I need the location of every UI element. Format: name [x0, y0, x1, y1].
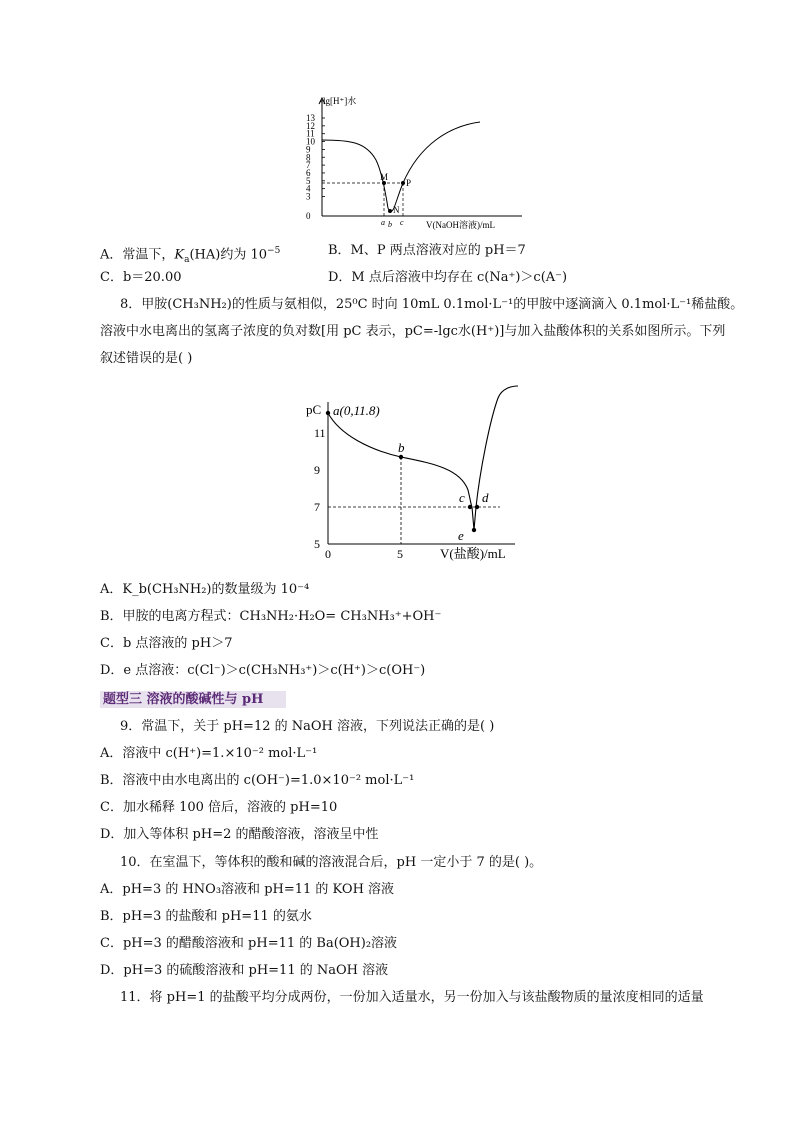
chart1-ylabel: -lg[H⁺]水	[320, 96, 357, 106]
chart1-ytick-label: 10	[306, 136, 315, 147]
chart1-ytick-label: 7	[306, 160, 311, 171]
chart1-xtick-a: a	[381, 218, 385, 227]
chart2-label-d: d	[482, 490, 489, 505]
chart2-point-e	[472, 528, 476, 532]
chart2-xlabel: V(盐酸)/mL	[440, 546, 506, 561]
chart1-ytick-label: 5	[306, 175, 311, 186]
chart1-xtick-b: b	[388, 220, 392, 229]
chart1-xlabel: V(NaOH溶液)/mL	[426, 220, 495, 230]
chart-q8	[300, 380, 550, 570]
q9-stem: 9．常温下，关于 pH=12 的 NaOH 溶液，下列说法正确的是( )	[120, 719, 495, 734]
q8-stem-line3: 叙述错误的是( )	[100, 351, 193, 366]
chart1-ytick-label: 8	[306, 152, 311, 163]
q9-option-b: B．溶液中由水电离出的 c(OH⁻)=1.0×10⁻² mol·L⁻¹	[100, 773, 415, 788]
q9-option-d: D．加入等体积 pH=2 的醋酸溶液，溶液呈中性	[100, 827, 379, 842]
chart1-ytick-label: 4	[306, 183, 311, 194]
q11-stem: 11．将 pH=1 的盐酸平均分成两份，一份加入适量水，另一份加入与该盐酸物质的量浓度相同的适量	[120, 990, 704, 1005]
chart2-ytick-label: 5	[314, 537, 320, 551]
chart2-label-a: a(0,11.8)	[333, 403, 380, 418]
q10-option-c: C．pH=3 的醋酸溶液和 pH=11 的 Ba(OH)₂溶液	[100, 936, 398, 951]
chart1-point-N	[388, 209, 392, 213]
q8-option-b: B．甲胺的电离方程式：CH₃NH₂·H₂O= CH₃NH₃⁺+OH⁻	[100, 609, 442, 624]
q7-option-a: A．常温下，$K_a(HA)$约为 $10^{-5}$	[100, 246, 281, 265]
chart2-xtick-5: 5	[397, 547, 403, 561]
chart2-y-ticks	[314, 426, 326, 551]
chart1-ytick-label: 13	[306, 113, 315, 123]
chart2-label-b: b	[398, 440, 405, 455]
chart1-ytick-label: 11	[306, 128, 315, 139]
q7-option-c: C．b＝20.00	[100, 270, 182, 285]
section-heading: 题型三 溶液的酸碱性与 pH	[103, 692, 264, 707]
chart1-curve	[322, 122, 480, 211]
chart-q7	[300, 92, 540, 232]
chart2-point-a	[326, 411, 330, 415]
chart1-label-N: N	[393, 205, 400, 215]
q8-stem-line1: 8．甲胺(CH₃NH₂)的性质与氨相似，25⁰C 时向 10mL 0.1mol·L⁻¹的甲胺中逐滴滴入 0.1mol·L⁻¹稀盐酸。	[120, 297, 744, 312]
chart1-point-P	[401, 181, 405, 185]
chart2-xtick-0: 0	[325, 547, 331, 561]
chart2-point-d	[475, 505, 479, 509]
chart1-xtick-c: c	[400, 218, 404, 227]
q10-option-b: B．pH=3 的盐酸和 pH=11 的氨水	[100, 909, 312, 924]
chart1-ytick-label: 9	[306, 144, 311, 155]
chart2-ylabel: pC	[306, 402, 322, 417]
chart1-ytick-label: 0	[306, 211, 311, 221]
q7-option-d: D．M 点后溶液中均存在 c(Na⁺)＞c(A⁻)	[328, 270, 568, 285]
q10-stem: 10．在室温下，等体积的酸和碱的溶液混合后，pH 一定小于 7 的是( )。	[120, 855, 543, 870]
chart1-ytick-label: 6	[306, 167, 311, 178]
q10-option-d: D．pH=3 的硫酸溶液和 pH=11 的 NaOH 溶液	[100, 963, 389, 978]
q7-option-b: B．M、P 两点溶液对应的 pH＝7	[328, 243, 526, 258]
chart2-point-b	[399, 455, 403, 459]
chart1-ytick-label: 12	[306, 120, 315, 131]
chart2-ytick-label: 9	[314, 463, 320, 477]
q8-option-c: C．b 点溶液的 pH＞7	[100, 636, 233, 651]
q8-option-a: A．K_b(CH₃NH₂)的数量级为 10⁻⁴	[100, 582, 310, 597]
chart1-label-P: P	[406, 178, 412, 188]
q8-stem-line2: 溶液中水电离出的氢离子浓度的负对数[用 pC 表示，pC=-lgc水(H⁺)]与加入盐酸体积的关系如图所示。下列	[100, 324, 726, 339]
q10-option-a: A．pH=3 的 HNO₃溶液和 pH=11 的 KOH 溶液	[100, 882, 395, 897]
chart2-label-e: e	[458, 528, 464, 543]
chart2-label-c: c	[459, 490, 465, 505]
q9-option-c: C．加水稀释 100 倍后，溶液的 pH=10	[100, 800, 338, 815]
chart2-ytick-label: 7	[314, 500, 320, 514]
chart1-label-M: M	[380, 172, 389, 182]
chart2-ytick-label: 11	[314, 426, 326, 440]
q8-option-d: D．e 点溶液：c(Cl⁻)＞c(CH₃NH₃⁺)＞c(H⁺)＞c(OH⁻)	[100, 663, 426, 678]
chart2-point-c	[468, 505, 472, 509]
chart1-ytick-label: 3	[306, 191, 311, 202]
q9-option-a: A．溶液中 c(H⁺)=1.×10⁻² mol·L⁻¹	[100, 746, 318, 761]
